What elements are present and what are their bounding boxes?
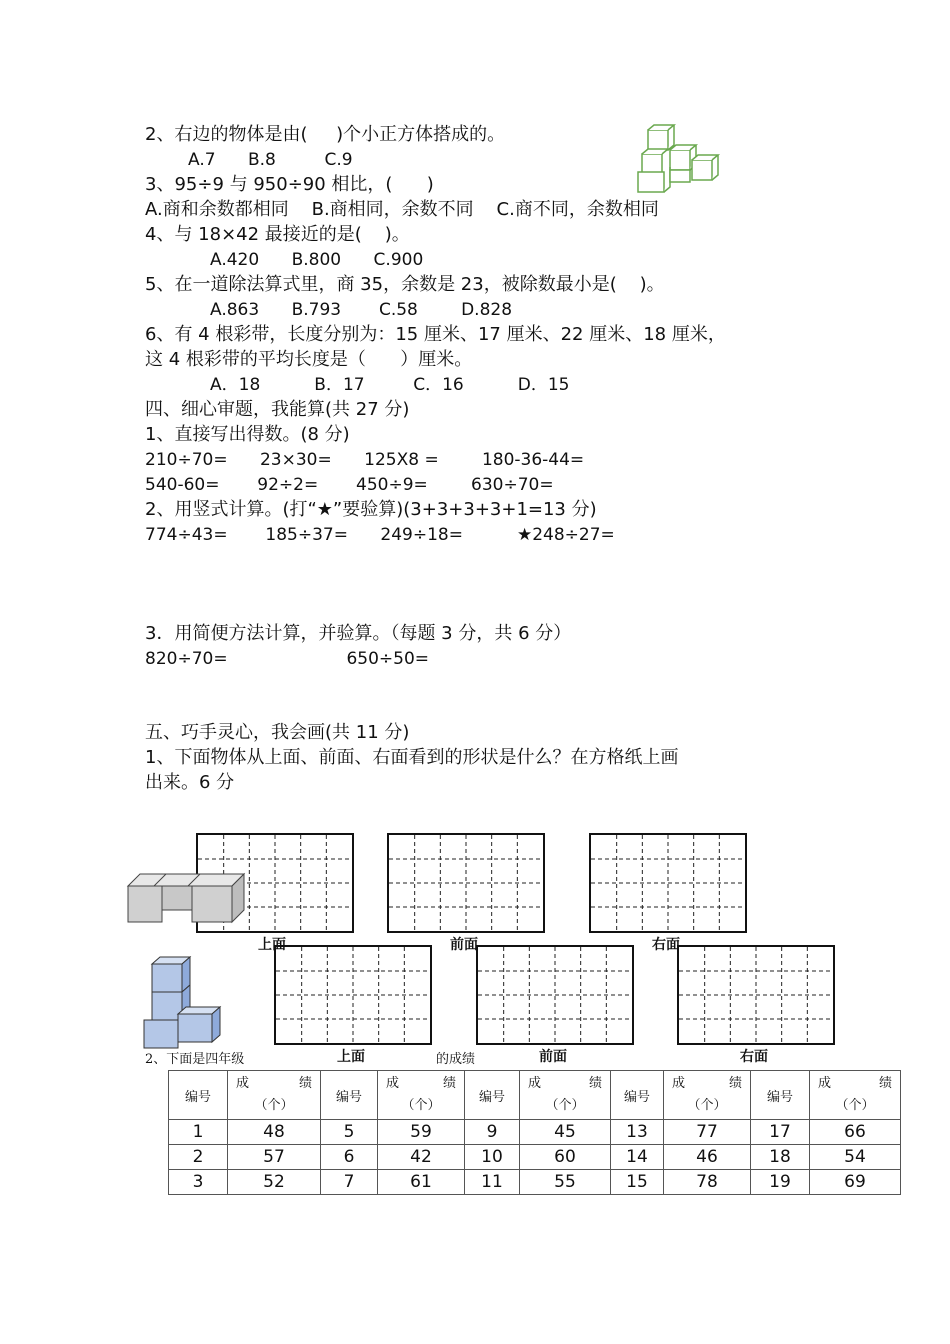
- table-cell: 15: [611, 1170, 664, 1195]
- table-intro-left: 2、下面是四年级: [145, 1052, 245, 1067]
- header-score-5: 成 绩 （个）: [810, 1071, 901, 1120]
- question-6-line1: 6、有 4 根彩带，长度分别为：15 厘米、17 厘米、22 厘米、18 厘米，: [145, 324, 726, 345]
- mental-math-row-2: 540-60= 92÷2= 450÷9= 630÷70=: [145, 475, 554, 495]
- mental-math-row-1: 210÷70= 23×30= 125X8 = 180-36-44=: [145, 450, 585, 470]
- table-cell: 45: [520, 1120, 611, 1145]
- header-score-4: 成 绩 （个）: [664, 1071, 751, 1120]
- header-no-5: 编号: [751, 1071, 810, 1120]
- table-cell: 77: [664, 1120, 751, 1145]
- table-cell: 78: [664, 1170, 751, 1195]
- table-cell: 52: [228, 1170, 321, 1195]
- table-cell: 54: [810, 1145, 901, 1170]
- question-4-options: A.420 B.800 C.900: [210, 250, 424, 270]
- header-score-1: 成 绩 （个）: [228, 1071, 321, 1120]
- header-no-2: 编号: [321, 1071, 378, 1120]
- label-front-view-1: 前面: [450, 937, 478, 953]
- question-6-options: A．18 B．17 C．16 D．15: [210, 375, 570, 395]
- label-top-view-2: 上面: [337, 1049, 365, 1065]
- table-cell: 2: [169, 1145, 228, 1170]
- section-5-part1-line1: 1、下面物体从上面、前面、右面看到的形状是什么？在方格纸上画: [145, 747, 679, 768]
- table-cell: 14: [611, 1145, 664, 1170]
- table-cell: 59: [378, 1120, 465, 1145]
- question-2-options: A.7 B.8 C.9: [188, 150, 353, 170]
- table-cell: 11: [465, 1170, 520, 1195]
- section-5-part1-line2: 出来。6 分: [145, 772, 235, 793]
- section-5-title: 五、巧手灵心，我会画(共 11 分): [145, 722, 410, 743]
- question-5: 5、在一道除法算式里，商 35，余数是 23，被除数最小是( )。: [145, 274, 665, 295]
- question-6-line2: 这 4 根彩带的平均长度是（ ）厘米。: [145, 349, 473, 370]
- vertical-calc-row: 774÷43= 185÷37= 249÷18= ★248÷27=: [145, 525, 615, 545]
- question-4: 4、与 18×42 最接近的是( )。: [145, 224, 410, 245]
- section-4-part2: 2、用竖式计算。(打“★”要验算)(3+3+3+3+1=13 分): [145, 499, 597, 520]
- question-3: 3、95÷9 与 950÷90 相比，( ): [145, 174, 434, 195]
- table-cell: 69: [810, 1170, 901, 1195]
- gray-cube-figure: [126, 866, 248, 924]
- table-cell: 46: [664, 1145, 751, 1170]
- table-cell: 57: [228, 1145, 321, 1170]
- grid-paper-front-view-1[interactable]: [387, 833, 545, 933]
- table-cell: 18: [751, 1145, 810, 1170]
- section-4-title: 四、细心审题，我能算(共 27 分): [145, 399, 410, 420]
- header-no-3: 编号: [465, 1071, 520, 1120]
- simplify-calc-row: 820÷70= 650÷50=: [145, 649, 430, 669]
- table-cell: 55: [520, 1170, 611, 1195]
- grid-paper-right-view-1[interactable]: [589, 833, 747, 933]
- question-3-options: A.商和余数都相同 B.商相同，余数不同 C.商不同，余数相同: [145, 199, 659, 220]
- table-intro-right: 的成绩: [436, 1052, 476, 1067]
- section-4-part3: 3．用简便方法计算，并验算。（每题 3 分，共 6 分）: [145, 623, 572, 644]
- table-cell: 6: [321, 1145, 378, 1170]
- table-cell: 61: [378, 1170, 465, 1195]
- table-cell: 13: [611, 1120, 664, 1145]
- table-cell: 3: [169, 1170, 228, 1195]
- question-5-options: A.863 B.793 C.58 D.828: [210, 300, 513, 320]
- header-no-4: 编号: [611, 1071, 664, 1120]
- section-4-part1: 1、直接写出得数。(8 分): [145, 424, 350, 445]
- table-row: [169, 1145, 901, 1170]
- header-score-3: 成 绩 （个）: [520, 1071, 611, 1120]
- grid-paper-top-view-2[interactable]: [274, 945, 432, 1045]
- score-table: [168, 1070, 901, 1195]
- table-cell: 60: [520, 1145, 611, 1170]
- green-cube-stack-figure: [636, 124, 722, 194]
- table-cell: 1: [169, 1120, 228, 1145]
- table-cell: 5: [321, 1120, 378, 1145]
- label-right-view-2: 右面: [740, 1049, 768, 1065]
- grid-paper-right-view-2[interactable]: [677, 945, 835, 1045]
- grid-paper-front-view-2[interactable]: [476, 945, 634, 1045]
- header-score-2: 成 绩 （个）: [378, 1071, 465, 1120]
- table-row: [169, 1120, 901, 1145]
- header-no-1: 编号: [169, 1071, 228, 1120]
- table-cell: 48: [228, 1120, 321, 1145]
- question-2: 2、右边的物体是由( )个小正方体搭成的。: [145, 124, 506, 145]
- table-row: [169, 1170, 901, 1195]
- label-top-view-1: 上面: [258, 937, 286, 953]
- table-cell: 10: [465, 1145, 520, 1170]
- table-cell: 42: [378, 1145, 465, 1170]
- label-front-view-2: 前面: [539, 1049, 567, 1065]
- table-header-row: [169, 1071, 901, 1120]
- table-cell: 17: [751, 1120, 810, 1145]
- table-cell: 9: [465, 1120, 520, 1145]
- blue-cube-figure: [142, 956, 224, 1050]
- table-cell: 19: [751, 1170, 810, 1195]
- label-right-view-1: 右面: [652, 937, 680, 953]
- table-cell: 7: [321, 1170, 378, 1195]
- table-cell: 66: [810, 1120, 901, 1145]
